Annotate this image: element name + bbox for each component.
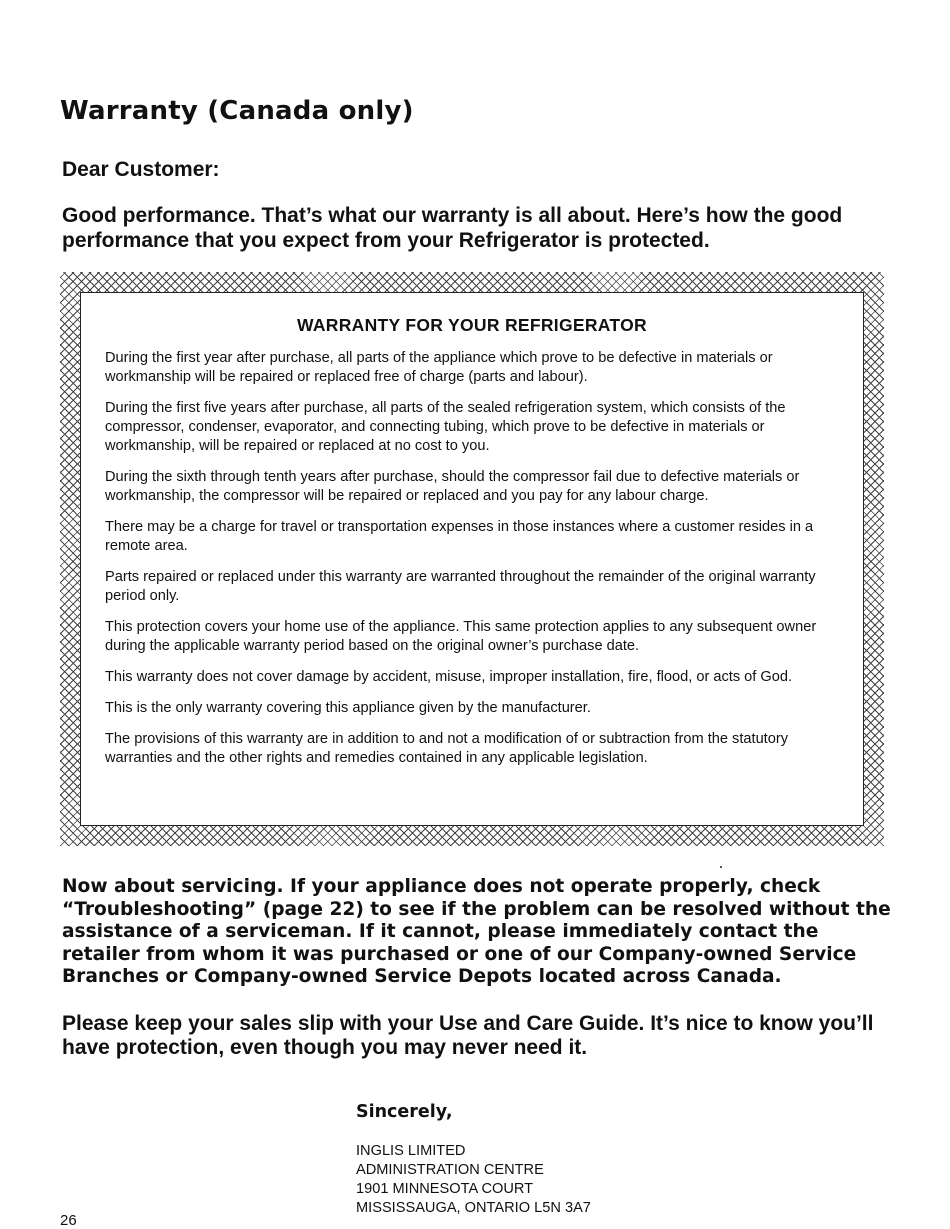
warranty-heading: WARRANTY FOR YOUR REFRIGERATOR [297,315,647,335]
page-title: Warranty (Canada only) [60,96,414,126]
warranty-term-travel-charge: There may be a charge for travel or transportation expenses in those instances where a customer resides in a remote area. [105,519,814,554]
address-line-city: MISSISSAUGA, ONTARIO L5N 3A7 [356,1200,591,1216]
warranty-term-statutory-rights: The provisions of this warranty are in addition to and not a modification of or subtraction from the statutory warranties and the other rights and remedies contained in any applicable legislation. [105,731,789,766]
warranty-terms [105,349,850,780]
closing-sincerely: Sincerely, [356,1102,453,1122]
page-number: 26 [60,1212,77,1229]
salutation: Dear Customer: [62,158,220,181]
servicing-paragraph: Now about servicing. If your appliance does not operate properly, check “Troubleshooting” (page 22) to see if the problem can be resolved without the assistance of a serviceman. If it cannot, please immediately contact the retailer from whom it was purchased or one of our Company-owned Service Branches or Company-owned Service Depots located across Canada. [62,876,891,987]
address-line-company: INGLIS LIMITED [356,1143,466,1159]
warranty-box [80,292,864,826]
company-address [356,1142,591,1218]
warranty-term-repaired-parts: Parts repaired or replaced under this warranty are warranted throughout the remainder of the original warranty period only. [105,569,816,604]
scan-speck [720,866,722,868]
address-line-department: ADMINISTRATION CENTRE [356,1162,544,1178]
sales-slip-paragraph: Please keep your sales slip with your Use and Care Guide. It’s nice to know you’ll have protection, even though you may never need it. [62,1012,874,1059]
address-line-street: 1901 MINNESOTA COURT [356,1181,534,1197]
warranty-term-only-warranty: This is the only warranty covering this appliance given by the manufacturer. [105,700,591,716]
warranty-term-sixth-to-tenth-year: During the sixth through tenth years after purchase, should the compressor fail due to defective materials or workmanship, the compressor will be repaired or replaced and you pay for any labour charge. [105,469,800,504]
intro-paragraph: Good performance. That’s what our warranty is all about. Here’s how the good performance that you expect from your Refrigerator is protected. [62,204,843,252]
warranty-term-exclusions: This warranty does not cover damage by accident, misuse, improper installation, fire, flood, or acts of God. [105,669,793,685]
warranty-term-five-years: During the first five years after purchase, all parts of the sealed refrigeration system, which consists of the compressor, condenser, evaporator, and connecting tubing, which prove to be defective in materials or workmanship, will be repaired or replaced at no cost to you. [105,400,786,454]
warranty-term-first-year: During the first year after purchase, all parts of the appliance which prove to be defective in materials or workmanship will be repaired or replaced free of charge (parts and labour). [105,350,773,385]
warranty-term-subsequent-owner: This protection covers your home use of the appliance. This same protection applies to any subsequent owner during the applicable warranty period based on the original owner’s purchase date. [105,619,817,654]
